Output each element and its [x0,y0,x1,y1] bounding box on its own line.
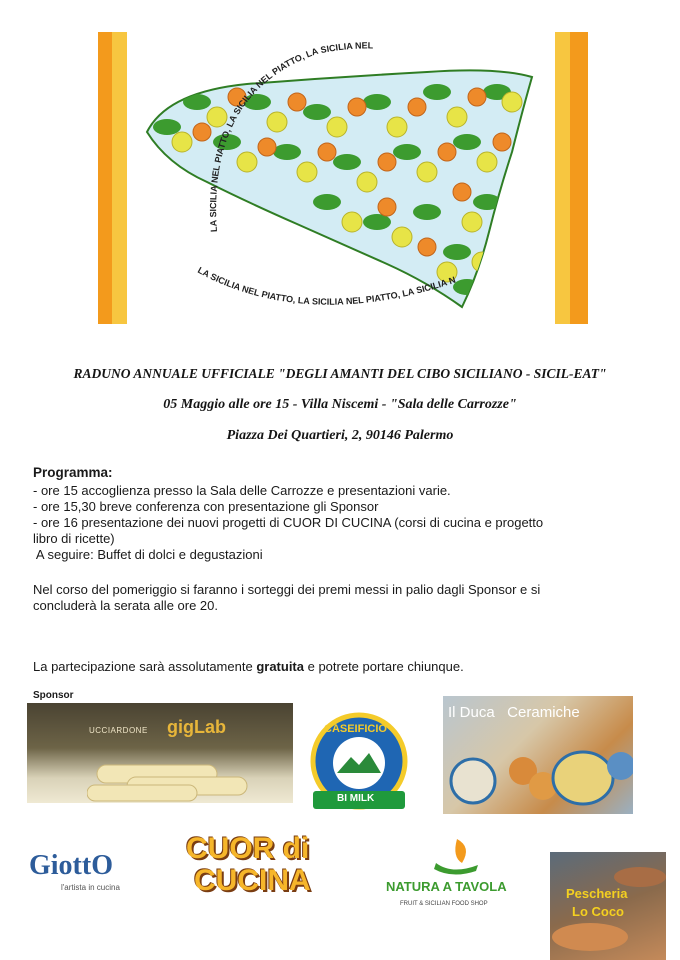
programma-item: - ore 15 accoglienza presso la Sala delle Carrozze e presentazioni varie. [33,483,451,498]
caseificio-bottom-text: BI MILK [337,793,375,804]
sponsor-label: Sponsor [33,690,74,701]
banner-stripe-right-yellow [555,32,570,324]
sponsor-ucciardone-logo [27,703,293,803]
ceramics-image [443,726,633,814]
leaf-hand-icon [432,835,482,877]
duca-text: Il Duca Ceramiche [448,704,580,721]
sicily-illustration [127,32,555,324]
participation-text-end: e potrete portare chiunque. [303,659,464,674]
ucciardone-text: UCCIARDONE [89,726,148,735]
participation-text: La partecipazione sarà assolutamente [33,659,257,674]
event-date-place: 05 Maggio alle ore 15 - Villa Niscemi - "Sala delle Carrozze" [163,397,517,412]
closing-line-2: concluderà la serata alle ore 20. [33,598,219,613]
pasta-image [87,755,267,803]
participation-note [33,659,464,675]
programma-label: Programma: [33,465,113,480]
banner-stripe-left-yellow [112,32,127,324]
banner-ring-text-top: LA SICILIA NEL PIATTO, LA SICILIA NEL PIATTO, LA SICILIA NEL [208,40,374,233]
participation-bold: gratuita [256,659,304,674]
caseificio-top-text: CASEIFICIO [324,723,387,735]
cucina-text: CUCINA [194,864,311,897]
natura-subtext: FRUIT & SICILIAN FOOD SHOP [400,901,488,907]
giglab-text: gigLab [167,717,226,737]
event-address: Piazza Dei Quartieri, 2, 90146 Palermo [226,428,454,443]
natura-text: NATURA A TAVOLA [386,879,507,894]
cuor-text: CUOR di [186,832,310,865]
programma-item: - ore 16 presentazione dei nuovi progetti di CUOR DI CUCINA (corsi di cucina e progetto [33,515,544,530]
sponsor-caseificio-logo [305,711,413,816]
sponsor-duca-ceramiche-logo [443,696,633,814]
banner-stripe-left-orange [98,32,112,324]
banner-stripe-right-orange [570,32,588,324]
giotto-text: GiottO [29,850,113,881]
programma-item: - ore 15,30 breve conferenza con presentazione gli Sponsor [33,499,379,514]
lo-coco-text: Lo Coco [572,904,624,919]
sponsor-cuor-di-cucina-logo [180,830,380,902]
banner-ring-text-bottom: LA SICILIA NEL PIATTO, LA SICILIA NEL PIATTO, LA SICILIA N [196,264,457,307]
pescheria-text: Pescheria [566,886,628,901]
programma-item: A seguire: Buffet di dolci e degustazioni [33,547,263,562]
closing-line-1: Nel corso del pomeriggio si faranno i sorteggi dei premi messi in palio dagli Sponsor e si [33,582,541,597]
sponsor-pescheria-lo-coco-logo [550,852,666,960]
event-title: RADUNO ANNUALE UFFICIALE "DEGLI AMANTI DEL CIBO SICILIANO - SICIL-EAT" [73,366,607,381]
sponsor-natura-a-tavola-logo [382,835,532,917]
sicily-map-image [127,32,555,324]
sponsor-giotto-logo [27,850,157,895]
giotto-subtext: l'artista in cucina [61,883,120,892]
programma-item: libro di ricette) [33,531,115,546]
